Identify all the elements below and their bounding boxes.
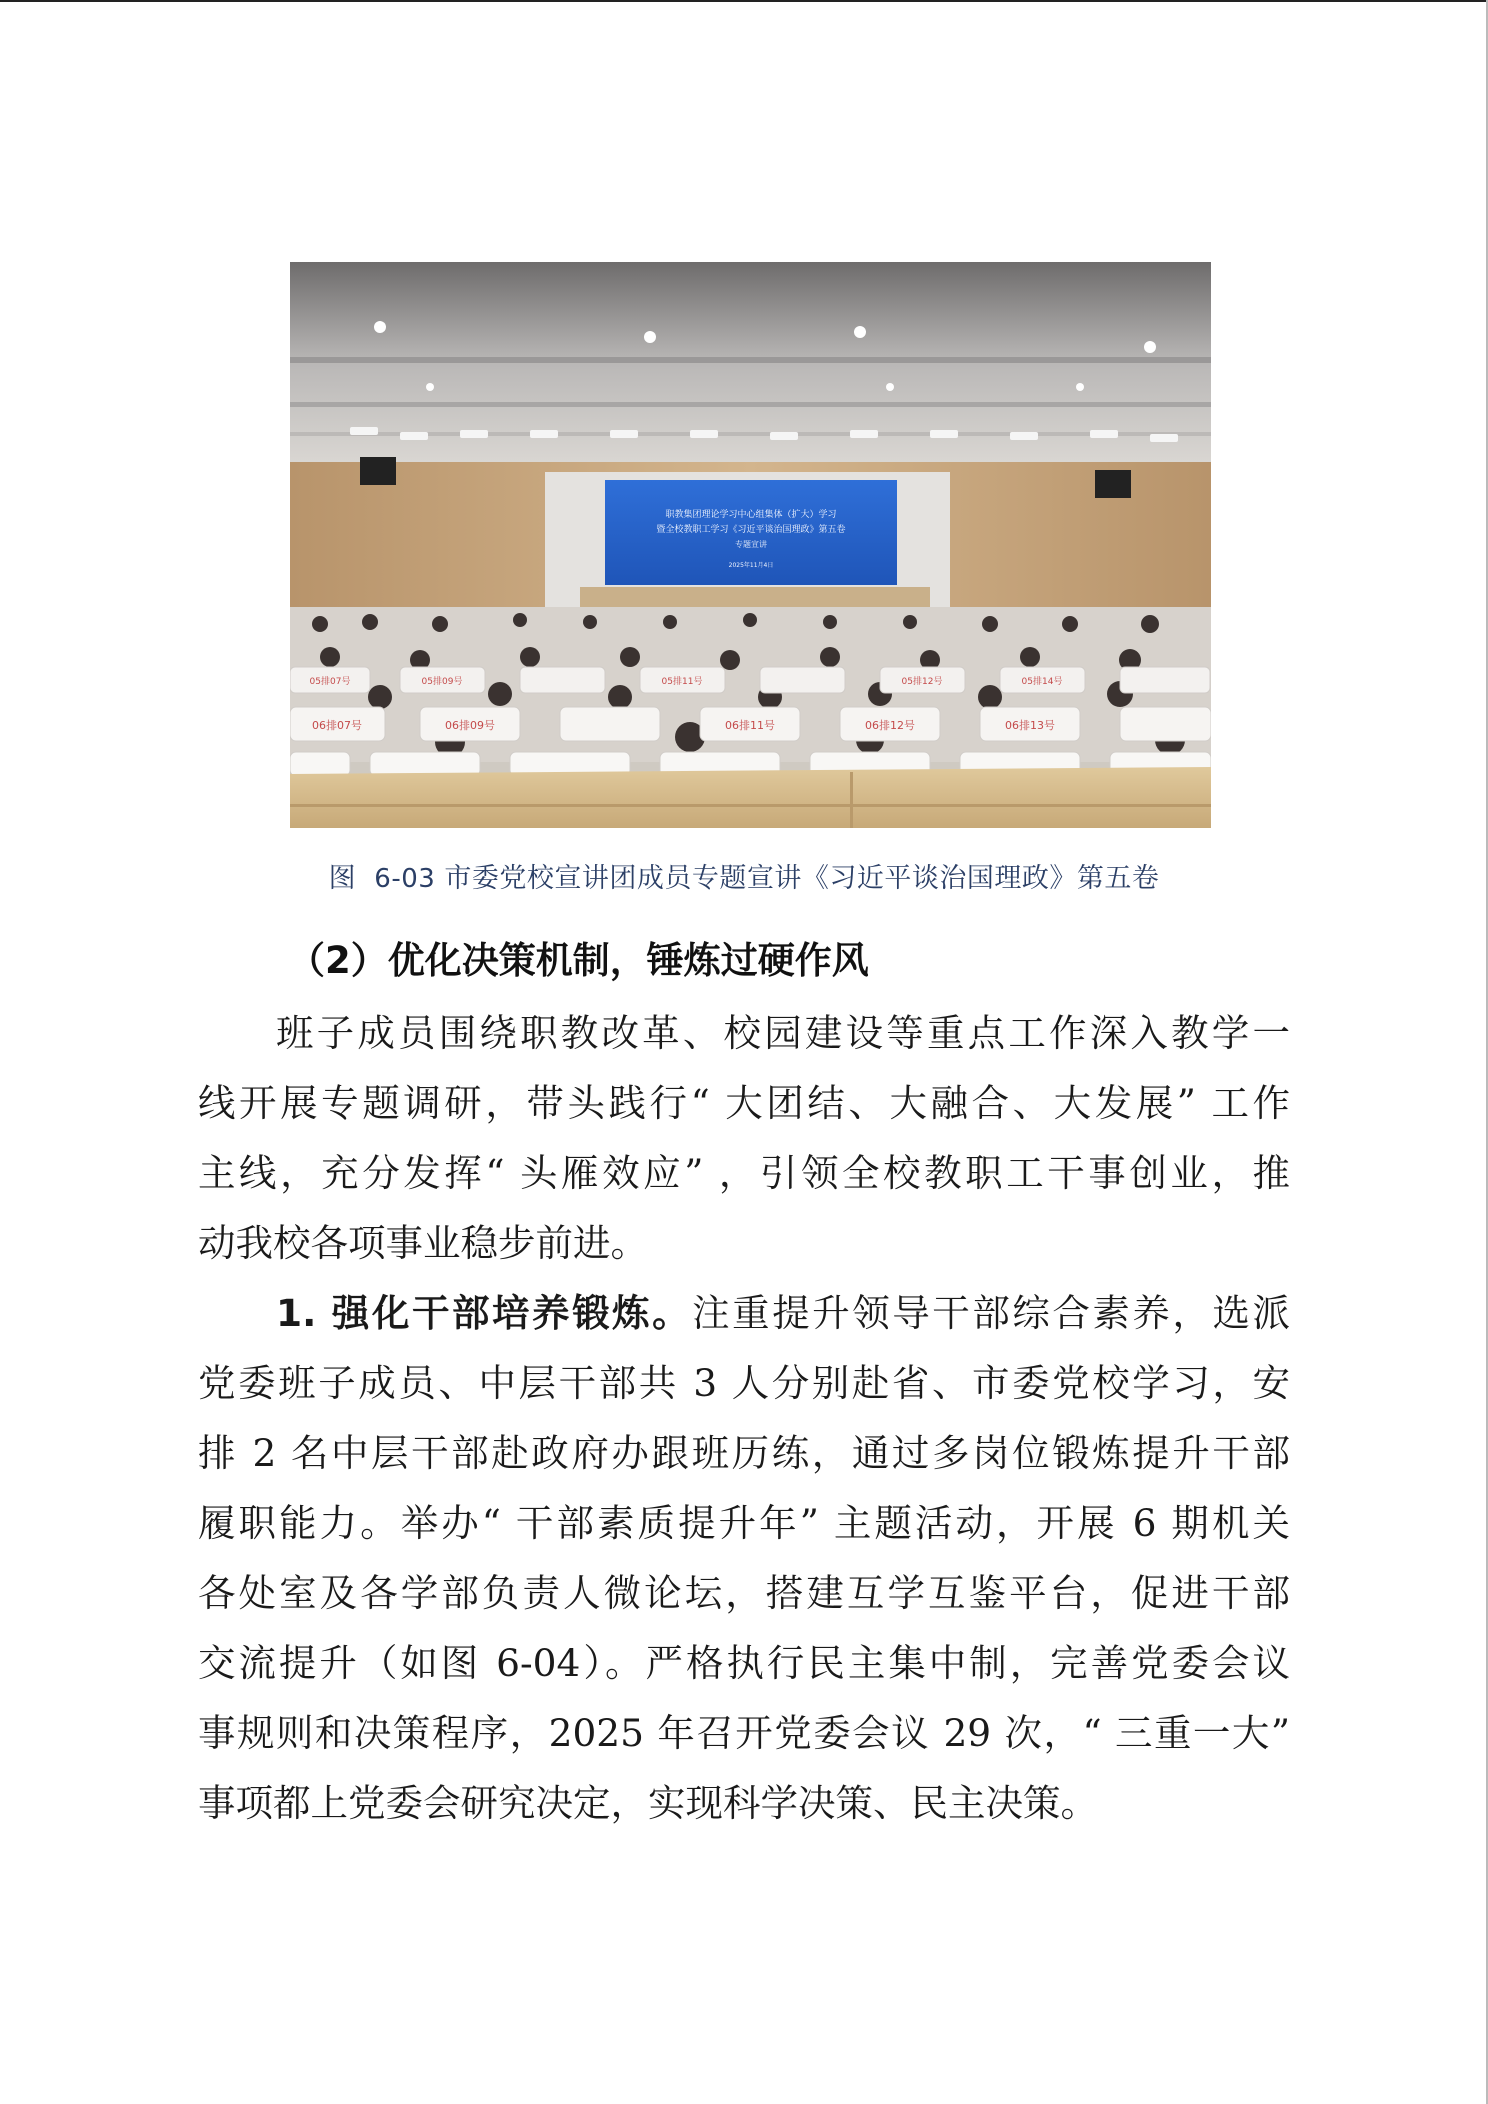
screen-line-2: 暨全校教职工学习《习近平谈治国理政》第五卷	[656, 525, 846, 535]
paragraph-line: 线开展专题调研，带头践行“ 大团结、大融合、大发展” 工作	[198, 1081, 1290, 1125]
seat-label: 06排12号	[865, 719, 915, 732]
paragraph-line: 动我校各项事业稳步前进。	[198, 1221, 648, 1265]
paragraph-line: 事规则和决策程序，2025 年召开党委会议 29 次，“ 三重一大”	[198, 1711, 1290, 1755]
paragraph-line: 交流提升（如图 6-04）。严格执行民主集中制，完善党委会议	[198, 1641, 1290, 1685]
paragraph-line: 班子成员围绕职教改革、校园建设等重点工作深入教学一	[276, 1011, 1290, 1055]
screen-line-4: 2025年11月4日	[728, 562, 774, 569]
seat-label: 05排09号	[421, 677, 463, 687]
seat-label: 06排07号	[312, 719, 362, 732]
seat-label: 06排11号	[725, 719, 775, 732]
paragraph-line: 主线，充分发挥“ 头雁效应” ，引领全校教职工干事创业，推	[198, 1151, 1290, 1195]
paragraph-line	[198, 1278, 1290, 1348]
paragraph-line: 各处室及各学部负责人微论坛，搭建互学互鉴平台，促进干部	[198, 1571, 1290, 1615]
seat-label: 06排13号	[1005, 719, 1055, 732]
screen-line-1: 职教集团理论学习中心组集体（扩大）学习	[665, 510, 837, 520]
seat-label: 05排14号	[1021, 677, 1063, 687]
paragraph-line-text: 注重提升领导干部综合素养，选派	[692, 1291, 1290, 1335]
seat-label: 06排09号	[445, 719, 495, 732]
seat-label: 05排12号	[901, 677, 943, 687]
caption-figure-number: 6-03	[374, 864, 436, 894]
paragraph-lead-bold: 1. 强化干部培养锻炼。	[276, 1291, 693, 1335]
page-top-border	[0, 0, 1488, 2]
caption-text: 市委党校宣讲团成员专题宣讲《习近平谈治国理政》第五卷	[444, 863, 1160, 894]
paragraph-line: 履职能力。举办“ 干部素质提升年” 主题活动，开展 6 期机关	[198, 1501, 1290, 1545]
figure-caption	[200, 856, 1288, 895]
paragraph-2	[198, 1278, 1290, 1838]
seat-label: 05排11号	[661, 677, 703, 687]
lecture-hall-photo	[290, 262, 1211, 828]
caption-prefix: 图	[328, 863, 357, 894]
paragraph-line: 事项都上党委会研究决定，实现科学决策、民主决策。	[198, 1781, 1098, 1825]
paragraph-line: 党委班子成员、中层干部共 3 人分别赴省、市委党校学习，安	[198, 1361, 1290, 1405]
screen-line-3: 专题宣讲	[735, 540, 767, 549]
section-heading: （2）优化决策机制，锤炼过硬作风	[288, 939, 869, 982]
paragraph-line: 排 2 名中层干部赴政府办跟班历练，通过多岗位锻炼提升干部	[198, 1431, 1290, 1475]
seat-label: 05排07号	[309, 677, 351, 687]
paragraph-1	[198, 998, 1290, 1278]
